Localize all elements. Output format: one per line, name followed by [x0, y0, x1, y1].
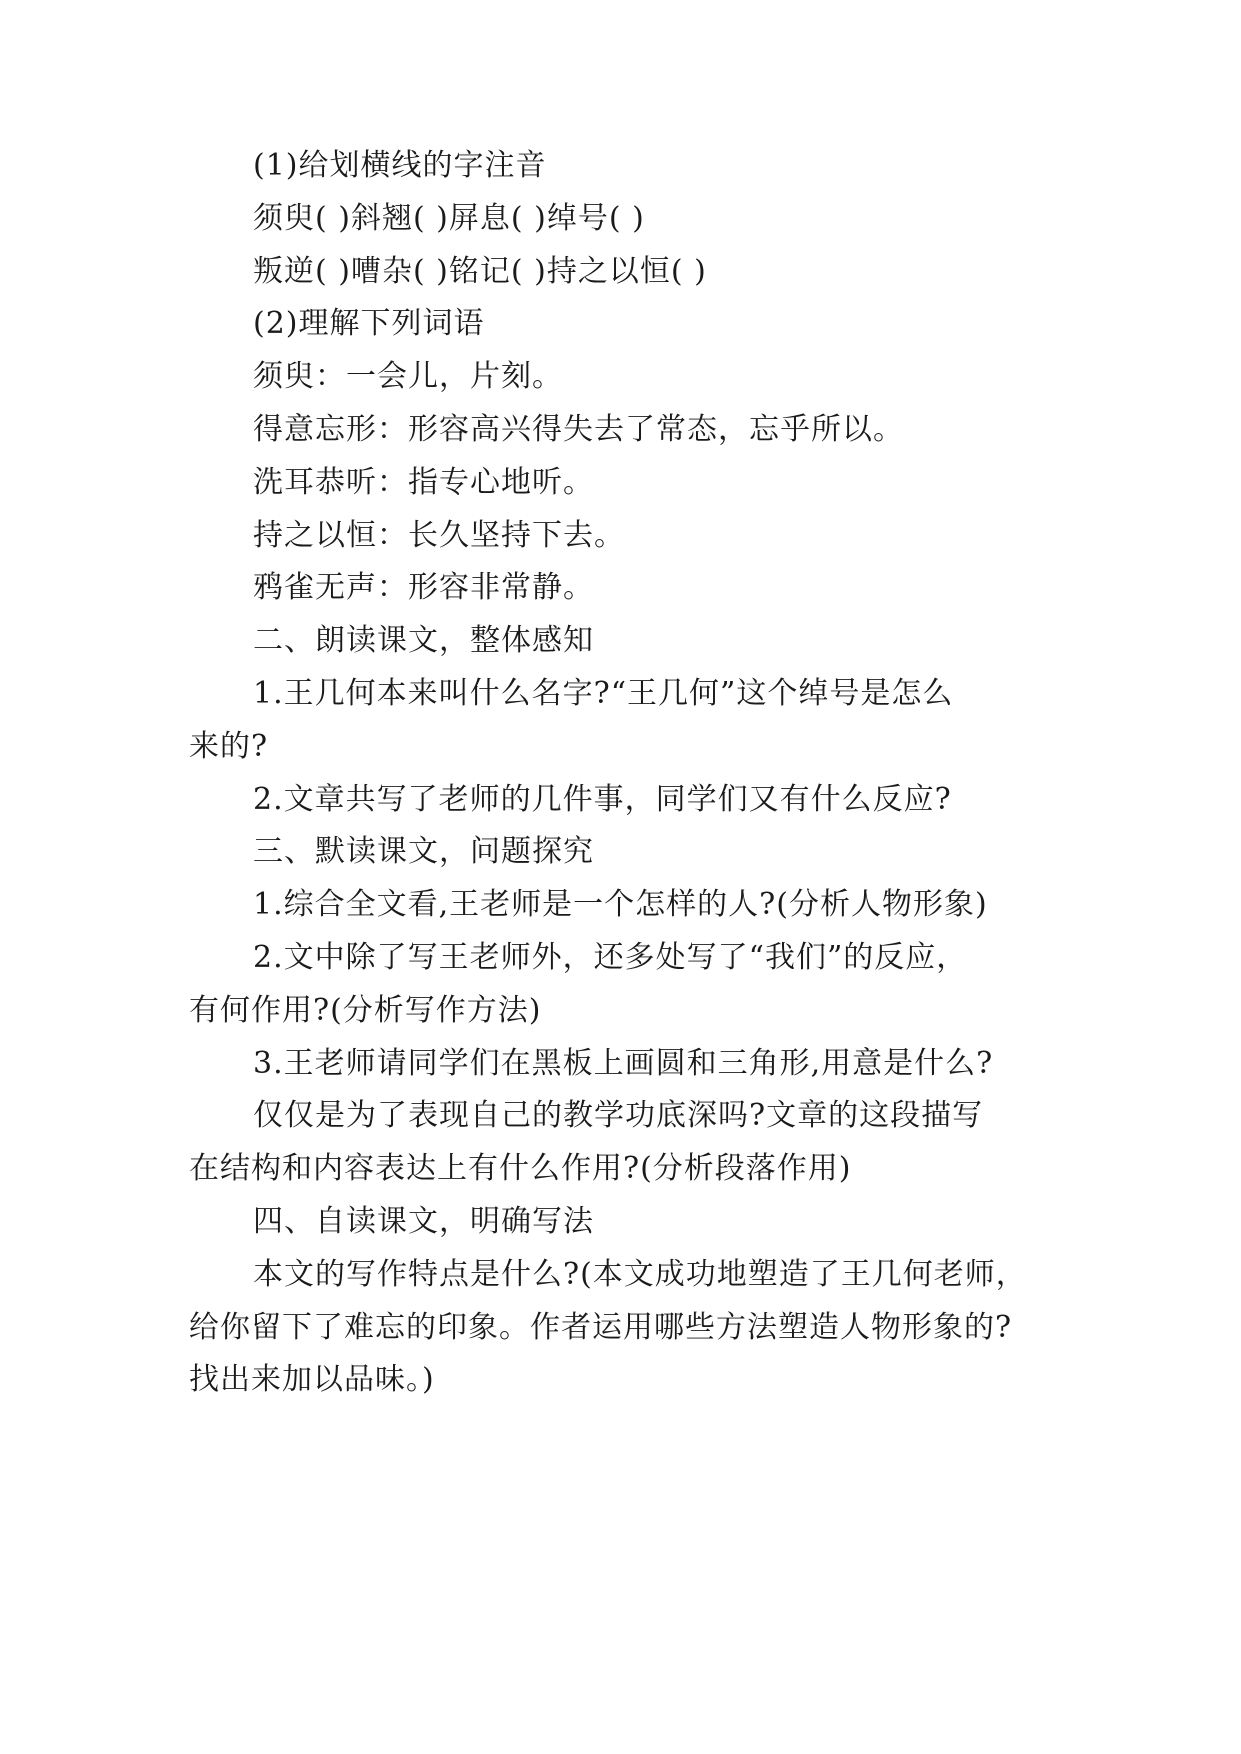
text-line: 3.王老师请同学们在黑板上画圆和三角形,用意是什么? [253, 1046, 994, 1081]
text-line: 叛逆( )嘈杂( )铭记( )持之以恒( ) [253, 254, 707, 289]
text-line: 来的? [189, 729, 269, 764]
text-line: 1.王几何本来叫什么名字?“王几何”这个绰号是怎么 [253, 676, 954, 711]
text-line: 须臾：一会儿，片刻。 [253, 359, 563, 394]
text-line: (1)给划横线的字注音 [253, 148, 547, 183]
text-line: (2)理解下列词语 [253, 306, 485, 341]
text-line: 2.文章共写了老师的几件事，同学们又有什么反应? [253, 782, 952, 817]
section-heading: 四、自读课文，明确写法 [253, 1204, 594, 1239]
text-line: 仅仅是为了表现自己的教学功底深吗?文章的这段描写 [253, 1098, 984, 1133]
section-heading: 二、朗读课文，整体感知 [253, 623, 594, 658]
text-line: 给你留下了难忘的印象。作者运用哪些方法塑造人物形象的? [189, 1310, 1013, 1345]
text-line: 1.综合全文看,王老师是一个怎样的人?(分析人物形象) [253, 887, 988, 922]
text-line: 有何作用?(分析写作方法) [189, 993, 542, 1028]
section-heading: 三、默读课文，问题探究 [253, 834, 594, 869]
text-line: 得意忘形：形容高兴得失去了常态，忘乎所以。 [253, 412, 904, 447]
text-line: 须臾( )斜翘( )屏息( )绰号( ) [253, 201, 645, 236]
text-line: 本文的写作特点是什么?(本文成功地塑造了王几何老师， [253, 1257, 1027, 1292]
text-line: 2.文中除了写王老师外，还多处写了“我们”的反应， [253, 940, 968, 975]
text-line: 持之以恒：长久坚持下去。 [253, 518, 625, 553]
text-line: 洗耳恭听：指专心地听。 [253, 465, 594, 500]
text-line: 鸦雀无声：形容非常静。 [253, 570, 594, 605]
text-line: 在结构和内容表达上有什么作用?(分析段落作用) [189, 1151, 852, 1186]
text-line: 找出来加以品味。) [189, 1362, 435, 1397]
